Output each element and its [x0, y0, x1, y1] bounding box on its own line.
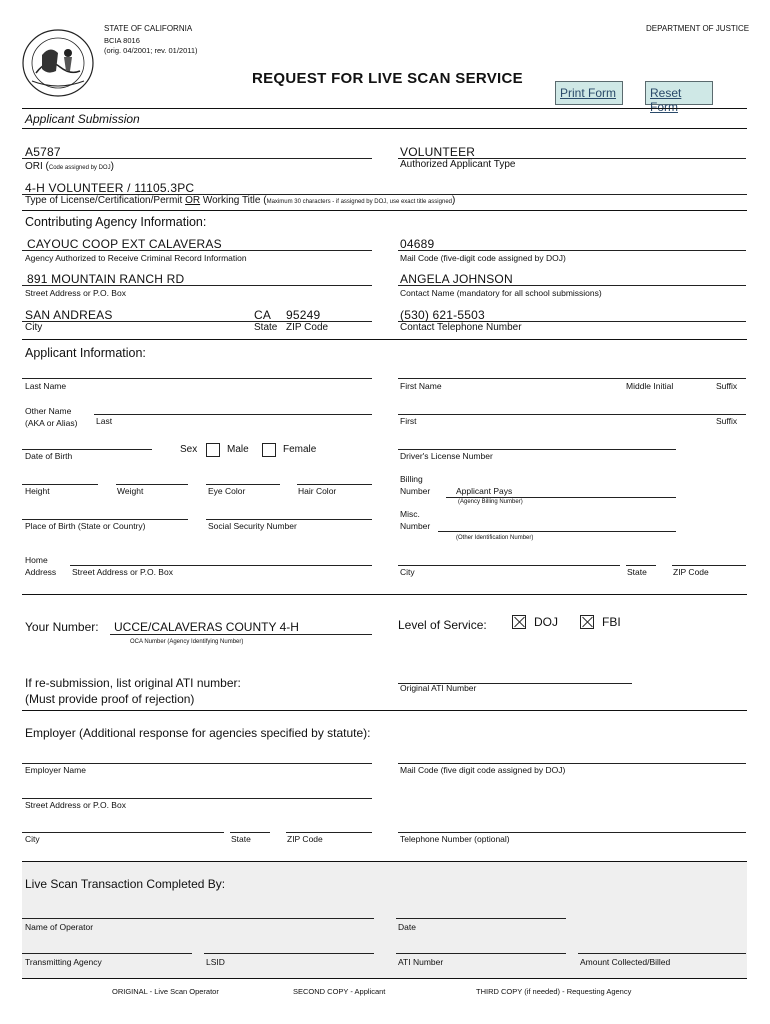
employer-street-label: Street Address or P.O. Box [25, 800, 126, 810]
eye-color-input[interactable] [206, 484, 280, 485]
agency-state-label: State [254, 322, 278, 333]
first-name-label: First Name [400, 381, 442, 391]
height-label: Height [25, 486, 50, 496]
sex-label: Sex [180, 444, 198, 455]
dob-input[interactable] [22, 449, 152, 450]
home-city-label: City [400, 567, 415, 577]
print-form-button[interactable]: Print Form [555, 81, 623, 105]
employer-street-input[interactable] [22, 798, 372, 799]
home-street-label: Street Address or P.O. Box [72, 567, 173, 577]
contact-name-field[interactable]: ANGELA JOHNSON [400, 272, 513, 286]
original-ati-label: Original ATI Number [400, 683, 477, 693]
other-name-label: Other Name [25, 406, 72, 416]
state-name: STATE OF CALIFORNIA [104, 24, 193, 33]
form-revision: (orig. 04/2001; rev. 01/2011) [104, 46, 198, 55]
agency-name-label: Agency Authorized to Receive Criminal Record Information [25, 253, 247, 263]
home-state-input[interactable] [626, 565, 656, 566]
agency-name-field[interactable]: CAYOUC COOP EXT CALAVERAS [27, 237, 222, 251]
billing-number-field[interactable]: Applicant Pays [456, 486, 513, 496]
fbi-label: FBI [602, 615, 621, 629]
mail-code-field[interactable]: 04689 [400, 237, 435, 251]
employer-city-input[interactable] [22, 832, 224, 833]
billing-label: Billing [400, 474, 423, 484]
employer-heading: Employer (Additional response for agencies specified by statute): [25, 726, 371, 740]
height-input[interactable] [22, 484, 98, 485]
female-checkbox[interactable] [262, 443, 276, 457]
weight-input[interactable] [116, 484, 188, 485]
agency-zip-field[interactable]: 95249 [286, 308, 321, 322]
pob-label: Place of Birth (State or Country) [25, 521, 146, 531]
misc-number-input[interactable] [438, 531, 676, 532]
alias-label: (AKA or Alias) [25, 418, 78, 428]
ssn-label: Social Security Number [208, 521, 297, 531]
transmitting-agency-label: Transmitting Agency [25, 957, 102, 967]
female-label: Female [283, 444, 317, 455]
billing-note: (Agency Billing Number) [458, 499, 523, 505]
lsid-input[interactable] [204, 953, 374, 954]
oca-note: OCA Number (Agency Identifying Number) [130, 639, 244, 645]
your-number-field[interactable]: UCCE/CALAVERAS COUNTY 4-H [114, 620, 299, 634]
other-suffix-label: Suffix [716, 416, 738, 426]
contact-name-label: Contact Name (mandatory for all school submissions) [400, 288, 602, 298]
employer-city-label: City [25, 834, 40, 844]
other-first-input[interactable] [398, 414, 746, 415]
drivers-license-label: Driver's License Number [400, 451, 493, 461]
employer-state-label: State [231, 834, 251, 844]
employer-state-input[interactable] [230, 832, 270, 833]
employer-mail-input[interactable] [398, 763, 746, 764]
amount-input[interactable] [578, 953, 746, 954]
dob-label: Date of Birth [25, 451, 73, 461]
employer-name-label: Employer Name [25, 765, 86, 775]
doj-label: DOJ [534, 615, 558, 629]
transmitting-agency-input[interactable] [22, 953, 192, 954]
home-street-input[interactable] [70, 565, 372, 566]
drivers-license-input[interactable] [398, 449, 676, 450]
fbi-checkbox[interactable] [580, 615, 594, 629]
operator-label: Name of Operator [25, 922, 94, 932]
last-name-input[interactable] [22, 378, 372, 379]
ssn-input[interactable] [206, 519, 372, 520]
agency-heading: Contributing Agency Information: [25, 215, 207, 229]
hair-color-input[interactable] [297, 484, 372, 485]
agency-city-field[interactable]: SAN ANDREAS [25, 308, 113, 322]
hair-color-label: Hair Color [298, 486, 337, 496]
ati-number-input[interactable] [396, 953, 566, 954]
doj-checkbox[interactable] [512, 615, 526, 629]
home-zip-input[interactable] [672, 565, 746, 566]
misc-note: (Other Identification Number) [456, 535, 534, 541]
agency-street-label: Street Address or P.O. Box [25, 288, 126, 298]
agency-zip-label: ZIP Code [286, 322, 329, 333]
form-title: REQUEST FOR LIVE SCAN SERVICE [252, 70, 523, 87]
applicant-heading: Applicant Information: [25, 346, 146, 360]
billing-number-label: Number [400, 486, 431, 496]
middle-initial-label: Middle Initial [626, 381, 674, 391]
resubmission-label: If re-submission, list original ATI number: [25, 676, 241, 690]
amount-label: Amount Collected/Billed [580, 957, 671, 967]
date-input[interactable] [396, 918, 566, 919]
suffix-label: Suffix [716, 381, 738, 391]
level-of-service-label: Level of Service: [398, 618, 487, 632]
other-last-input[interactable] [94, 414, 372, 415]
last-name-label: Last Name [25, 381, 67, 391]
employer-zip-label: ZIP Code [287, 834, 323, 844]
mail-code-label: Mail Code (five-digit code assigned by DOJ) [400, 253, 566, 263]
weight-label: Weight [117, 486, 144, 496]
first-name-input[interactable] [398, 378, 746, 379]
license-title-field[interactable]: 4-H VOLUNTEER / 11105.3PC [25, 181, 195, 195]
department-name: DEPARTMENT OF JUSTICE [646, 24, 750, 33]
pob-input[interactable] [22, 519, 188, 520]
other-last-label: Last [96, 416, 113, 426]
employer-zip-input[interactable] [286, 832, 372, 833]
agency-state-field[interactable]: CA [254, 308, 272, 322]
employer-phone-label: Telephone Number (optional) [400, 834, 510, 844]
your-number-label: Your Number: [25, 620, 99, 634]
contact-phone-label: Contact Telephone Number [400, 322, 522, 333]
applicant-submission-heading: Applicant Submission [25, 112, 140, 126]
employer-name-input[interactable] [22, 763, 372, 764]
ori-label: ORI (Code assigned by DOJ) [25, 161, 114, 172]
reset-form-button[interactable]: Reset Form [645, 81, 713, 105]
date-label: Date [398, 922, 416, 932]
operator-input[interactable] [22, 918, 374, 919]
male-checkbox[interactable] [206, 443, 220, 457]
divider [22, 128, 747, 129]
ati-number-label: ATI Number [398, 957, 444, 967]
home-city-input[interactable] [398, 565, 620, 566]
ori-field[interactable]: A5787 [25, 145, 61, 159]
misc-number-label: Number [400, 521, 431, 531]
agency-city-label: City [25, 322, 43, 333]
proof-label: (Must provide proof of rejection) [25, 692, 195, 706]
copy-second: SECOND COPY - Applicant [293, 987, 386, 996]
home-label: Home [25, 555, 48, 565]
address-label: Address [25, 567, 57, 577]
employer-mail-label: Mail Code (five digit code assigned by DOJ) [400, 765, 566, 775]
applicant-type-label: Authorized Applicant Type [400, 159, 516, 170]
employer-phone-input[interactable] [398, 832, 746, 833]
license-title-label: Type of License/Certification/Permit OR Working Title (Maximum 30 characters - if assigned by DOJ, use exact title assigned) [25, 195, 456, 206]
form-id: BCIA 8016 [104, 36, 140, 45]
state-seal [20, 27, 96, 99]
other-first-label: First [400, 416, 417, 426]
home-zip-label: ZIP Code [673, 567, 709, 577]
misc-label: Misc. [400, 509, 420, 519]
home-state-label: State [627, 567, 647, 577]
live-scan-heading: Live Scan Transaction Completed By: [25, 877, 226, 891]
divider [22, 108, 747, 109]
copy-third: THIRD COPY (if needed) - Requesting Agency [476, 987, 632, 996]
applicant-type-field[interactable]: VOLUNTEER [400, 145, 476, 159]
copy-original: ORIGINAL - Live Scan Operator [112, 987, 219, 996]
agency-street-field[interactable]: 891 MOUNTAIN RANCH RD [27, 272, 185, 286]
eye-color-label: Eye Color [208, 486, 246, 496]
contact-phone-field[interactable]: (530) 621-5503 [400, 308, 485, 322]
male-label: Male [227, 444, 249, 455]
lsid-label: LSID [206, 957, 225, 967]
